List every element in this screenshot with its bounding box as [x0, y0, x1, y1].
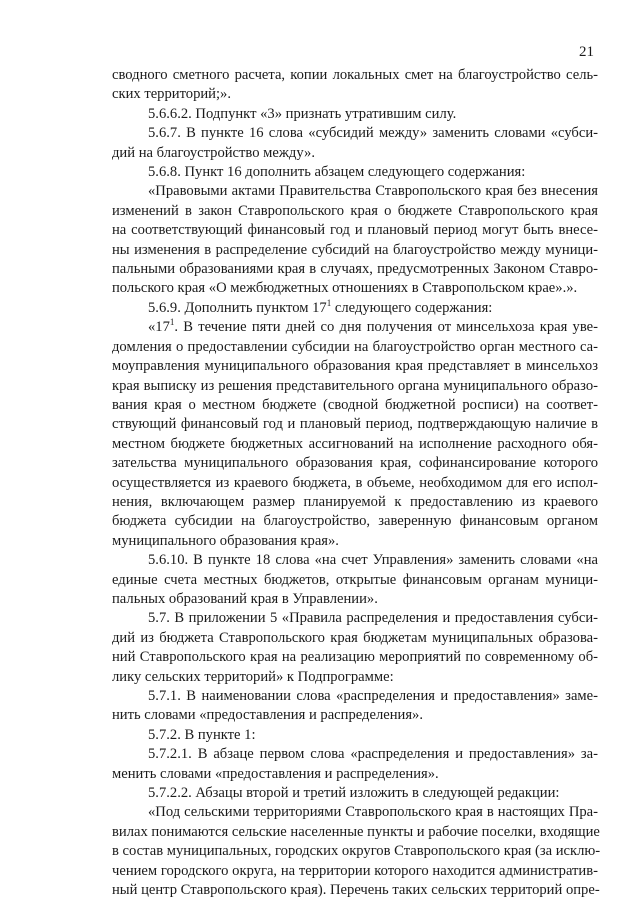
text-line: ный центр Ставропольского края). Перечень таких сельских территорий опре- [112, 882, 600, 899]
text-line: 5.7.2. В пункте 1: [148, 726, 256, 743]
text-line: 5.6.8. Пункт 16 дополнить абзацем следующего содержания: [148, 164, 526, 181]
text-line: в состав муниципальных, городских округов Ставропольского края (за исклю- [112, 843, 601, 860]
text-line: ских территорий;». [112, 86, 231, 103]
text-line: вилах понимаются сельские населенные пункты и рабочие поселки, входящие [112, 823, 600, 840]
text-line: пальных образований края в Управлении». [112, 590, 378, 607]
text-line: дий на благоустройство между». [112, 144, 315, 161]
text-line: 5.6.10. В пункте 18 слова «на счет Управления» заменить словами «на [148, 552, 598, 569]
text-line: «$17^1$. В течение пяти дней со дня получения от минсельхоза края уве- [148, 317, 598, 336]
text-line: 5.6.6.2. Подпункт «3» признать утратившим силу. [148, 105, 457, 122]
text-line: 5.7. В приложении 5 «Правила распределения и предоставления субси- [148, 610, 598, 627]
text-line: дий из бюджета Ставропольского края бюджетам муниципальных образова- [112, 629, 598, 646]
document-body [112, 66, 601, 900]
text-line: осуществляется из краевого бюджета, в объеме, необходимом для его испол- [112, 474, 598, 491]
text-line: ствующий финансовый год и плановый период, подтверждающую наличие в [112, 416, 598, 433]
text-line: «Правовыми актами Правительства Ставропольского края без внесения [148, 183, 598, 200]
text-line: сводного сметного расчета, копии локальных смет на благоустройство сель- [112, 67, 598, 83]
text-line: моуправления муниципального образования края представляет в минсельхоз [112, 358, 598, 375]
text-line: лику сельских территорий» к Подпрограмме: [112, 668, 394, 685]
text-line: 5.6.9. Дополнить пунктом $17^1$ следующего содержания: [148, 298, 493, 316]
page-number: 21 [579, 44, 594, 60]
text-line: домления о предоставлении субсидии на благоустройство орган местного са- [112, 338, 598, 355]
text-line: на соответствующий финансовый год и плановый период могут быть внесе- [112, 222, 598, 239]
text-line: 5.7.2.2. Абзацы второй и третий изложить в следующей редакции: [148, 785, 560, 802]
text-line: нить словами «предоставления и распределения». [112, 707, 423, 724]
text-line: 5.7.1. В наименовании слова «распределения и предоставления» заме- [148, 688, 598, 704]
text-line: пальными образованиями края в случаях, предусмотренных Законом Ставро- [112, 261, 598, 278]
text-line: ны изменения в распределение субсидий на благоустройство между муници- [112, 241, 598, 258]
text-line: вания края о местном бюджете (сводной бюджетной росписи) на соответ- [112, 396, 598, 413]
text-line: нения, включающем размер планируемой к предоставлению из краевого [112, 493, 598, 510]
text-line: местном бюджете бюджетных ассигнований на исполнение расходного обя- [112, 435, 598, 452]
text-line: единые счета местных бюджетов, открытые финансовым органам муници- [112, 571, 598, 588]
text-line: чением городского округа, на территории которого находится административ- [112, 862, 598, 879]
text-line: «Под сельскими территориями Ставропольского края в настоящих Пра- [148, 804, 598, 821]
text-line: края выписку из решения представительного органа муниципального образо- [112, 377, 598, 394]
text-line: менить словами «предоставления и распределения». [112, 765, 439, 782]
text-line: зательства муниципального образования края, софинансирование которого [112, 455, 598, 472]
text-line: изменений в закон Ставропольского края о бюджете Ставропольского края [112, 202, 598, 219]
text-line: бюджета субсидии на благоустройство, заверенную финансовым органом [112, 513, 598, 530]
text-line: 5.6.7. В пункте 16 слова «субсидий между» заменить словами «субси- [148, 125, 598, 142]
text-line: муниципального образования края». [112, 532, 339, 549]
text-line: 5.7.2.1. В абзаце первом слова «распределения и предоставления» за- [148, 746, 598, 763]
text-line: ний Ставропольского края на реализацию мероприятий по современному об- [112, 649, 598, 666]
text-line: польского края «О межбюджетных отношениях в Ставропольском крае».». [112, 280, 578, 297]
